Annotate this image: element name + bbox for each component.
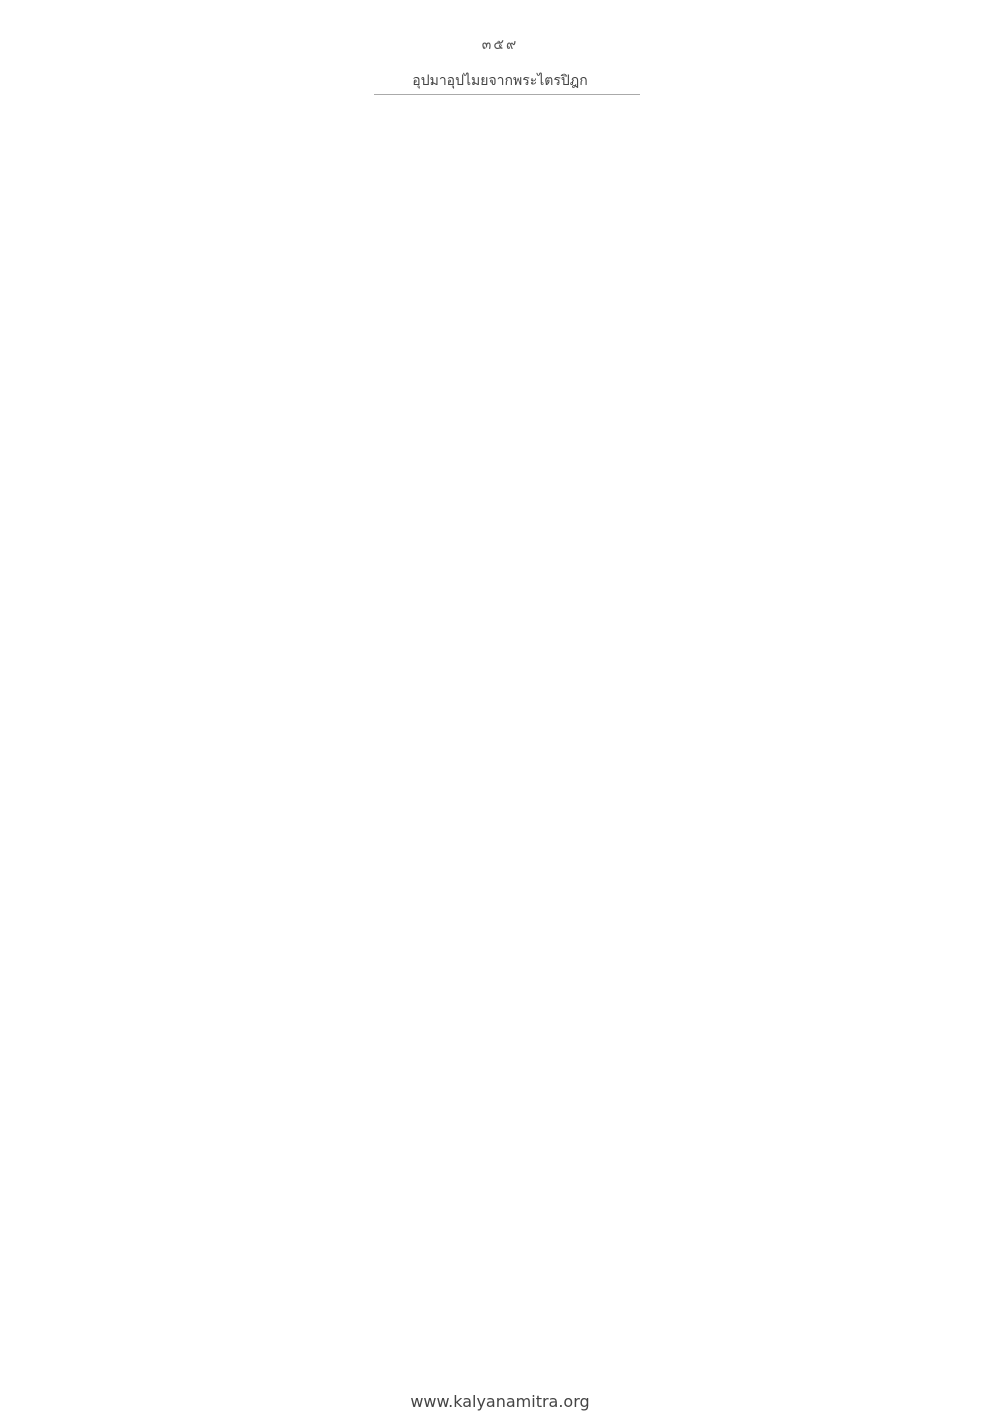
- book-title: อุปมาอุปไมยจากพระไตรปิฎก: [412, 73, 588, 89]
- page-header: [0, 34, 1000, 92]
- footer-url: www.kalyanamitra.org: [410, 1392, 590, 1411]
- header-rule: [374, 94, 640, 95]
- page-number: ๓๕๙: [481, 37, 519, 53]
